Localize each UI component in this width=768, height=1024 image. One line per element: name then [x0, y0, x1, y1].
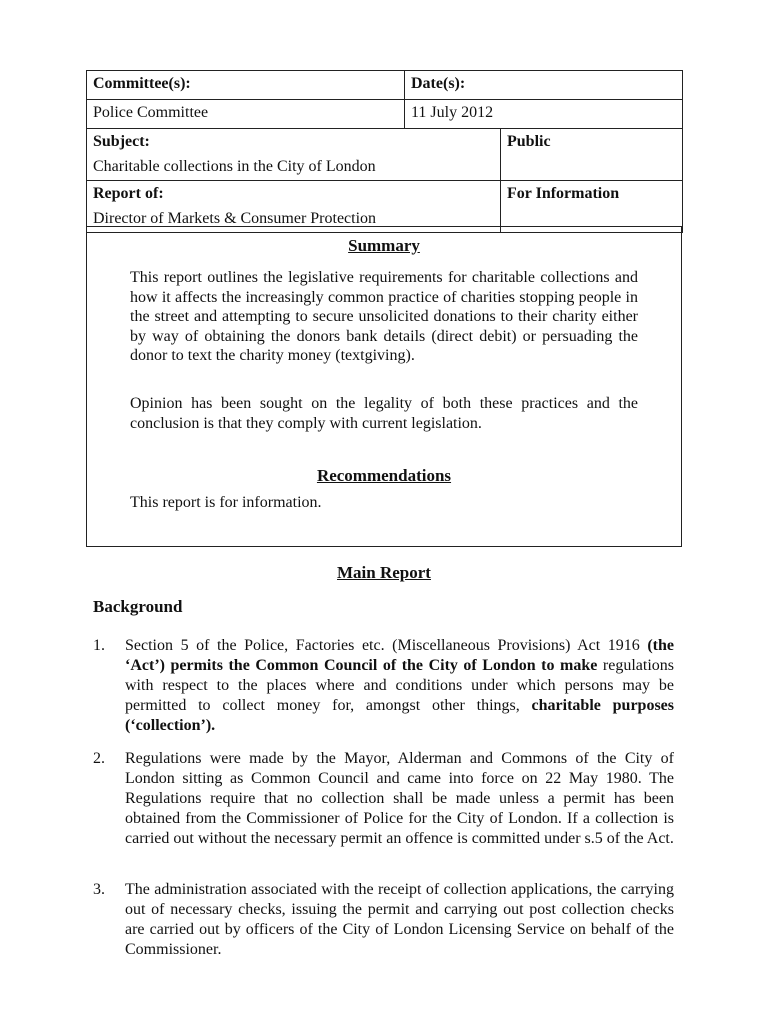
summary-title: Summary — [348, 236, 420, 255]
report-of-label: Report of: — [93, 185, 164, 202]
background-heading: Background — [93, 597, 183, 616]
summary-paragraph-1: This report outlines the legislative requirements for charitable collections and how it affects the increasingly common practice of charities stopping people in the street and attempting to secure unsolicited donations to their charity either by way of obtaining the donors bank details (direct debit) or persuading the donor to text the charity money (textgiving). — [130, 269, 638, 365]
item-number: 1. — [93, 637, 105, 654]
item-text-bold: (the ‘Act’) permits the Common Council of the City of London to make — [125, 637, 674, 674]
date-value: 11 July 2012 — [405, 100, 683, 129]
subject-label: Subject: — [93, 133, 150, 150]
summary-paragraph-2: Opinion has been sought on the legality of both these practices and the conclusion is that they comply with current legislation. — [130, 395, 638, 432]
recommendations-title: Recommendations — [316, 466, 452, 485]
date-label: Date(s): — [405, 71, 683, 100]
classification: Public — [501, 129, 683, 181]
main-report-title: Main Report — [337, 563, 431, 582]
committee-value: Police Committee — [87, 100, 405, 129]
list-item: Regulations were made by the Mayor, Alderman and Commons of the City of London sitting as Common Council and came into force on 22 May 1980. The Regulations require that no collection shall be made unless a permit has been obtained from the Commissioner of Police for the City of London. If a collection is carried out without the necessary permit an offence is committed under s.5 of the Act. — [125, 750, 674, 847]
summary-box — [86, 226, 682, 547]
subject-cell — [87, 129, 501, 181]
subject-value: Charitable collections in the City of London — [93, 158, 376, 175]
item-number: 2. — [93, 750, 105, 767]
purpose: For Information — [501, 181, 683, 233]
committee-label: Committee(s): — [87, 71, 405, 100]
report-of-cell — [87, 181, 501, 233]
list-item — [125, 636, 674, 736]
item-number: 3. — [93, 881, 105, 898]
list-item: The administration associated with the receipt of collection applications, the carrying out of necessary checks, issuing the permit and carrying out post collection checks are carried out by officers of the City of London Licensing Service on behalf of the Commissioner. — [125, 881, 674, 958]
item-text: Section 5 of the Police, Factories etc. (Miscellaneous Provisions) Act 1916 — [125, 637, 648, 654]
report-of-value: Director of Markets & Consumer Protection — [93, 210, 377, 227]
recommendations-text: This report is for information. — [130, 494, 322, 511]
item-text-bold: charitable purposes (‘collection’). — [125, 697, 675, 734]
item-text: regulations with respect to the places where and conditions under which persons may be permitted to collect money for, amongst other things, — [125, 657, 675, 714]
report-header-table — [86, 70, 683, 233]
